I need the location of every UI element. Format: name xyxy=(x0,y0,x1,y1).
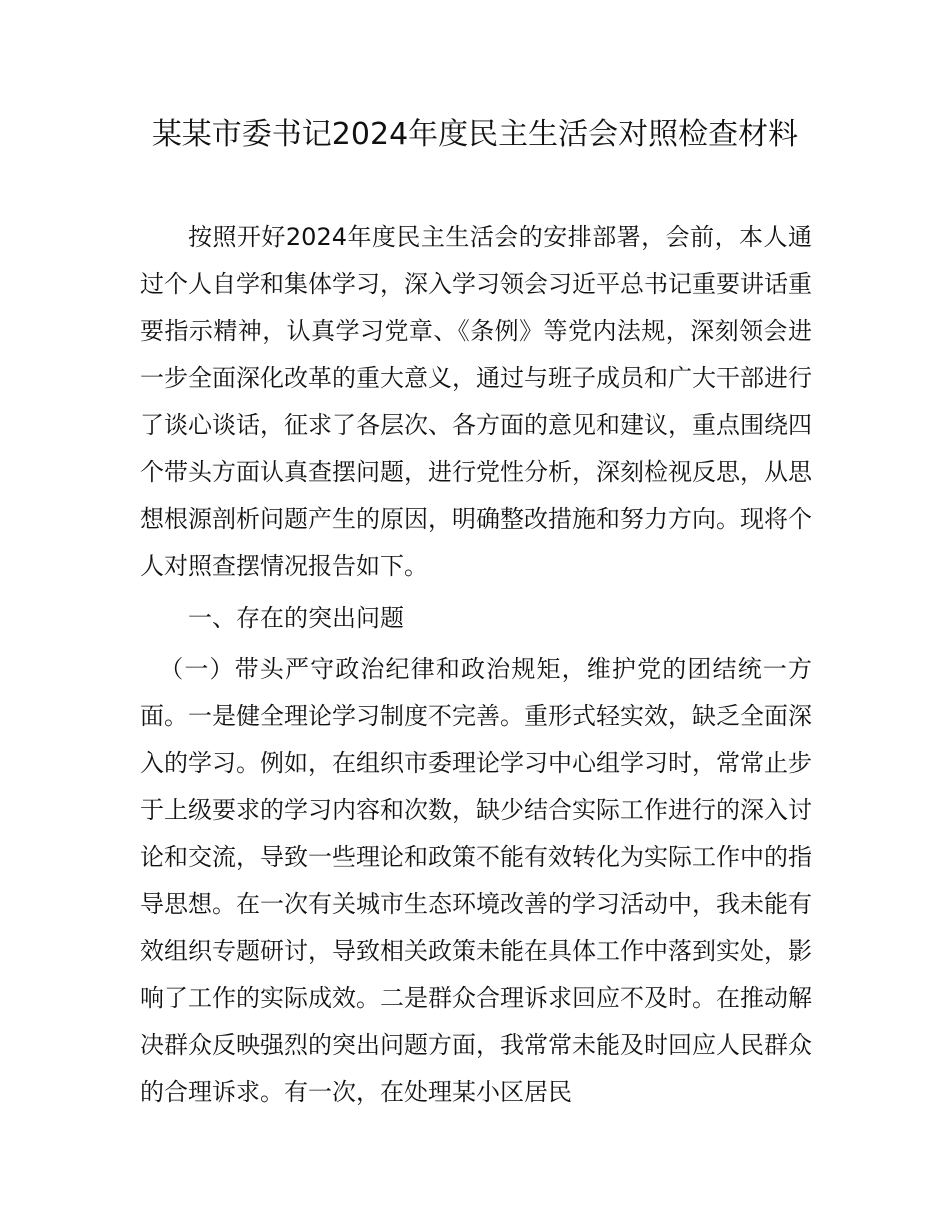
intro-paragraph: 按照开好2024年度民主生活会的安排部署，会前，本人通过个人自学和集体学习，深入学习领会习近平总书记重要讲话重要指示精神，认真学习党章、《条例》等党内法规，深刻领会进一步全面深化改革的重大意义，通过与班子成员和广大干部进行了谈心谈话，征求了各层次、各方面的意见和建议，重点围绕四个带头方面认真查摆问题，进行党性分析，深刻检视反思，从思想根源剖析问题产生的原因，明确整改措施和努力方向。现将个人对照查摆情况报告如下。 xyxy=(140,223,812,580)
document-body xyxy=(140,214,812,1116)
document-title: 某某市委书记2024年度民主生活会对照检查材料 xyxy=(151,117,799,152)
section-heading: 一、存在的突出问题 xyxy=(188,604,404,632)
section-paragraph: （一）带头严守政治纪律和政治规矩，维护党的团结统一方面。一是健全理论学习制度不完善。重形式轻实效，缺乏全面深入的学习。例如，在组织市委理论学习中心组学习时，常常止步于上级要求的学习内容和次数，缺少结合实际工作进行的深入讨论和交流，导致一些理论和政策不能有效转化为实际工作中的指导思想。在一次有关城市生态环境改善的学习活动中，我未能有效组织专题研讨，导致相关政策未能在具体工作中落到实处，影响了工作的实际成效。二是群众合理诉求回应不及时。在推动解决群众反映强烈的突出问题方面，我常常未能及时回应人民群众的合理诉求。有一次，在处理某小区居民 xyxy=(140,655,812,1106)
